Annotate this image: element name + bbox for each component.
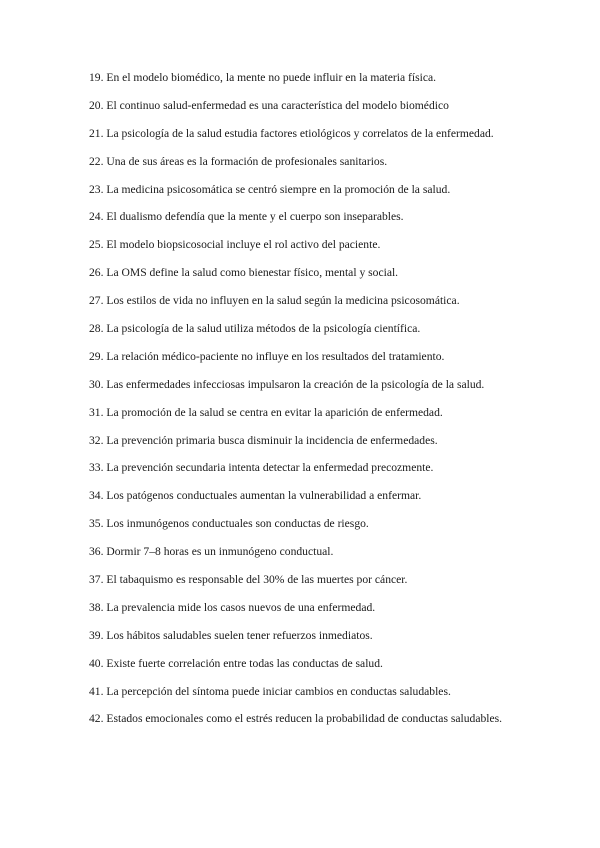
list-item: 32. La prevención primaria busca disminuir la incidencia de enfermedades.: [89, 433, 438, 447]
list-item: 20. El continuo salud-enfermedad es una característica del modelo biomédico: [89, 98, 449, 112]
list-item: 23. La medicina psicosomática se centró siempre en la promoción de la salud.: [89, 182, 451, 196]
list-item: 37. El tabaquismo es responsable del 30% de las muertes por cáncer.: [89, 573, 408, 587]
list-item: 26. La OMS define la salud como bienestar físico, mental y social.: [89, 266, 399, 280]
list-item: 30. Las enfermedades infecciosas impulsaron la creación de la psicología de la salud.: [89, 377, 485, 391]
list-item: 21. La psicología de la salud estudia factores etiológicos y correlatos de la enfermedad.: [89, 126, 494, 140]
list-item: 34. Los patógenos conductuales aumentan la vulnerabilidad a enfermar.: [89, 489, 422, 503]
list-item: 24. El dualismo defendía que la mente y el cuerpo son inseparables.: [89, 210, 404, 224]
list-item: 25. El modelo biopsicosocial incluye el rol activo del paciente.: [89, 238, 381, 252]
list-item: 31. La promoción de la salud se centra en evitar la aparición de enfermedad.: [89, 405, 443, 419]
list-item: 19. En el modelo biomédico, la mente no puede influir en la materia física.: [89, 71, 437, 84]
statement-list: [89, 70, 589, 739]
list-item: 36. Dormir 7–8 horas es un inmunógeno conductual.: [89, 545, 334, 559]
list-item: 40. Existe fuerte correlación entre todas las conductas de salud.: [89, 656, 383, 670]
list-item: 39. Los hábitos saludables suelen tener refuerzos inmediatos.: [89, 628, 373, 642]
list-item: 42. Estados emocionales como el estrés reducen la probabilidad de conductas saludables.: [89, 712, 503, 726]
list-item: 41. La percepción del síntoma puede iniciar cambios en conductas saludables.: [89, 684, 451, 698]
list-item: 35. Los inmunógenos conductuales son conductas de riesgo.: [89, 517, 369, 531]
list-item: 29. La relación médico-paciente no influye en los resultados del tratamiento.: [89, 349, 445, 363]
list-item: 28. La psicología de la salud utiliza métodos de la psicología científica.: [89, 322, 421, 336]
list-item: 38. La prevalencia mide los casos nuevos de una enfermedad.: [89, 600, 376, 614]
list-item: 33. La prevención secundaria intenta detectar la enfermedad precozmente.: [89, 461, 434, 475]
list-item: 27. Los estilos de vida no influyen en la salud según la medicina psicosomática.: [89, 294, 460, 308]
list-item: 22. Una de sus áreas es la formación de profesionales sanitarios.: [89, 154, 388, 168]
